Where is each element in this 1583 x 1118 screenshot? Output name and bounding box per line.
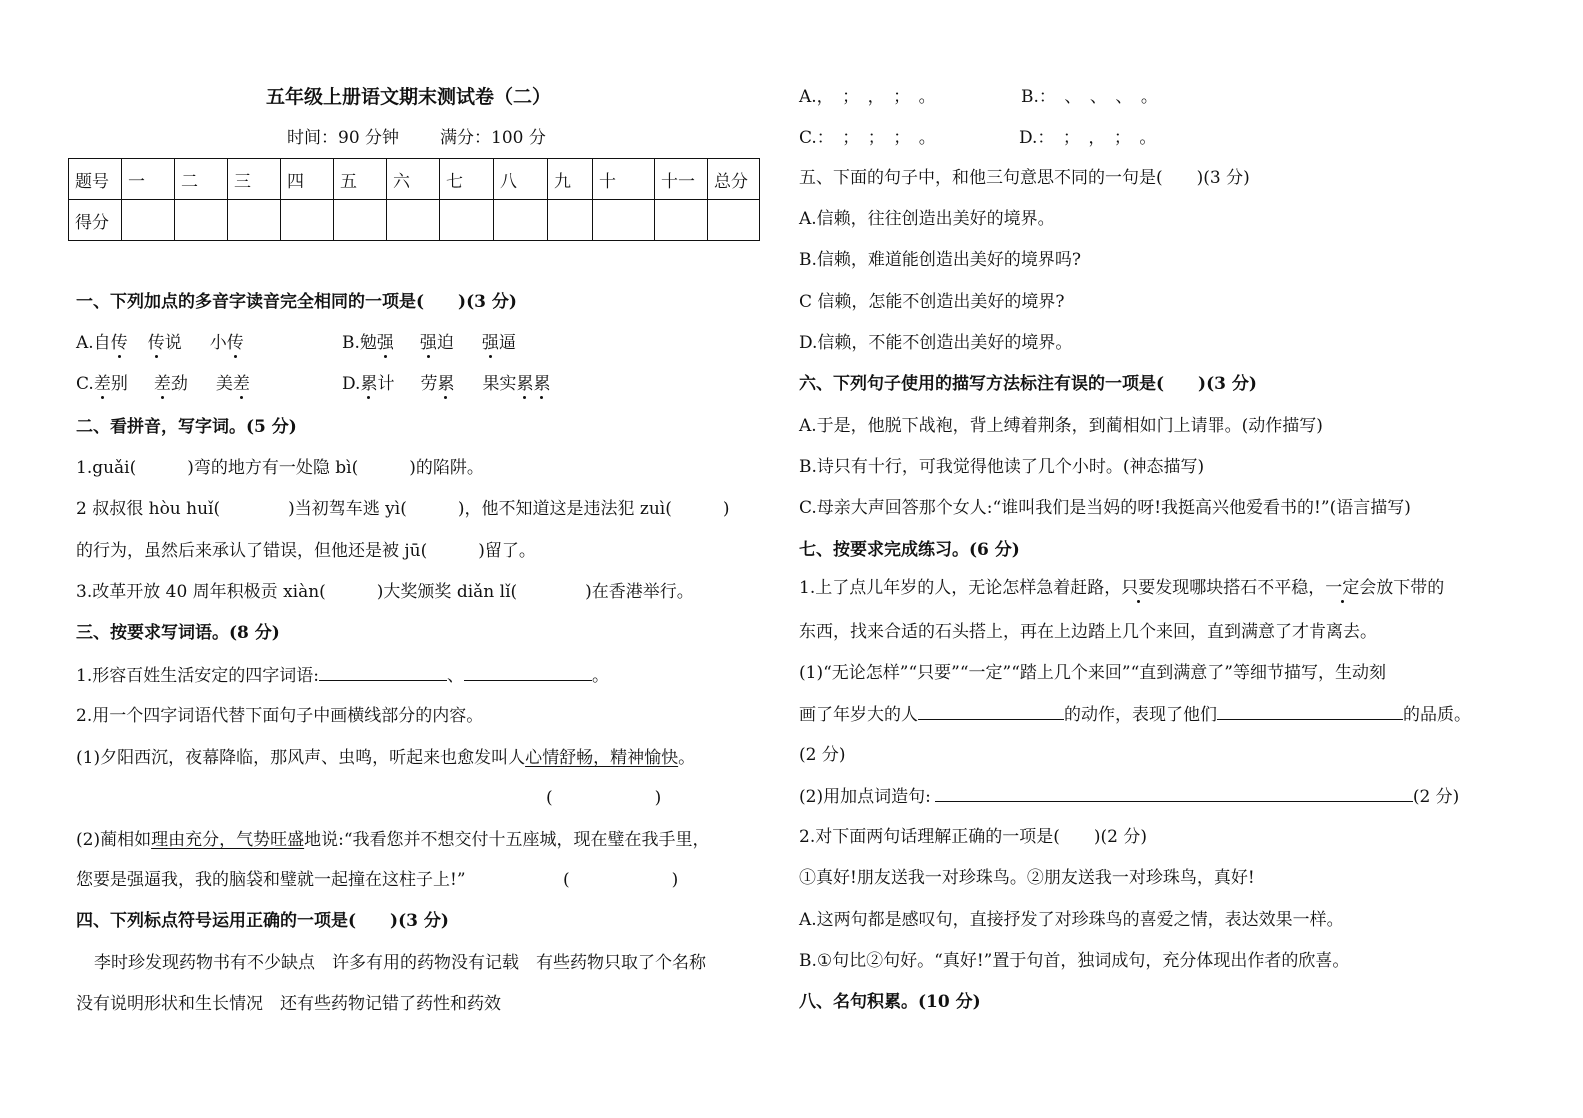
q7-passage-text: 发现哪块搭石不平稳，	[1155, 578, 1326, 598]
q1-a-dotted-char: 传	[110, 333, 128, 353]
score-input-cell[interactable]	[175, 200, 228, 241]
q1-d-dotted-char: 累	[437, 374, 455, 394]
q3-line-1-end: 。	[591, 666, 609, 686]
q2-line-4: 3.改革开放 40 周年积极贡 xiàn( )大奖颁奖 diǎn lǐ( )在香港举行。	[76, 582, 694, 602]
q3-s1-underlined: 心情舒畅，精神愉快	[525, 748, 679, 768]
q8-heading: 八、名句积累。(10 分)	[799, 992, 981, 1012]
score-header-cell: 三	[228, 159, 281, 200]
q3-s1-text: (1)夕阳西沉，夜幕降临，那风声、虫鸣，听起来也愈发叫人	[76, 748, 526, 768]
q5-option-b[interactable]: B.信赖，难道能创造出美好的境界吗?	[799, 250, 1082, 270]
score-header-cell: 五	[334, 159, 387, 200]
q1-d-text: D.	[342, 374, 361, 394]
q7-passage-text: 会放下带的	[1359, 578, 1445, 598]
score-input-cell[interactable]	[122, 200, 175, 241]
q5-option-a[interactable]: A.信赖，往往创造出美好的境界。	[799, 209, 1055, 229]
q4-option-b[interactable]: B.： 、 、 、 。	[1021, 87, 1158, 107]
q3-line-1-text: 1.形容百姓生活安定的四字词语:	[76, 666, 319, 686]
score-header-cell: 总分	[708, 159, 760, 200]
q1-c-dotted-char: 差	[232, 374, 250, 394]
q1-a-text: A.自	[76, 333, 111, 353]
q7-q2-option-a[interactable]: A.这两句都是感叹句，直接抒发了对珍珠鸟的喜爱之情，表达效果一样。	[799, 910, 1344, 930]
q3-sentence-2-line-2: 您要是强逼我，我的脑袋和璧就一起撞在这柱子上!”	[76, 870, 466, 890]
score-input-cell[interactable]	[387, 200, 440, 241]
q7-passage-line-2: 东西，找来合适的石头搭上，再在上边踏上几个来回，直到满意了才肯离去。	[799, 622, 1377, 642]
q1-option-c[interactable]	[76, 373, 250, 395]
score-input-cell[interactable]	[440, 200, 494, 241]
q1-d-dotted-char: 累	[533, 374, 551, 394]
q7-heading: 七、按要求完成练习。(6 分)	[799, 540, 1020, 560]
exam-time: 时间：90 分钟	[287, 128, 400, 148]
q4-option-d[interactable]: D.： ； ， ； 。	[1019, 128, 1157, 148]
exam-full-score: 满分：100 分	[440, 128, 546, 148]
q7-passage-text: 1.上了点儿年岁的人，无论怎样急着赶路，	[799, 578, 1122, 598]
q6-heading: 六、下列句子使用的描写方法标注有误的一项是( )(3 分)	[799, 374, 1257, 394]
q7-sub1-score: (2 分)	[799, 745, 846, 765]
q1-a-text: 小	[209, 333, 227, 353]
score-input-cell[interactable]	[548, 200, 593, 241]
q1-c-text: C.	[76, 374, 94, 394]
q7-sub1-line-1: (1)“无论怎样”“只要”“一定”“踏上几个来回”“直到满意了”等细节描写，生动刻	[799, 663, 1386, 683]
q1-c-dotted-char: 差	[93, 374, 111, 394]
score-input-cell[interactable]	[708, 200, 760, 241]
q7-q2-option-b[interactable]: B.①句比②句好。“真好!”置于句首，独词成句，充分体现出作者的欣喜。	[799, 951, 1350, 971]
score-header-cell: 一	[122, 159, 175, 200]
q3-s1-answer-paren[interactable]: ( )	[546, 788, 662, 808]
answer-blank[interactable]	[918, 703, 1064, 720]
q1-heading: 一、下列加点的多音字读音完全相同的一项是( )(3 分)	[76, 292, 517, 312]
score-input-cell[interactable]	[655, 200, 708, 241]
q5-heading: 五、下面的句子中，和他三句意思不同的一句是( )(3 分)	[799, 168, 1250, 188]
q3-s2-underlined: 理由充分，气势旺盛	[151, 830, 305, 850]
q6-option-c[interactable]: C.母亲大声回答那个女人:“谁叫我们是当妈的呀!我挺高兴他爱看书的!”(语言描写)	[799, 498, 1411, 518]
q1-d-dotted-char: 累	[360, 374, 378, 394]
q5-option-c[interactable]: C 信赖，怎能不创造出美好的境界?	[799, 292, 1065, 312]
q4-heading: 四、下列标点符号运用正确的一项是( )(3 分)	[76, 911, 449, 931]
score-header-cell: 八	[494, 159, 548, 200]
q7-sub1-line-2	[799, 703, 1471, 726]
q1-d-dotted-char: 累	[516, 374, 534, 394]
q3-sentence-1	[76, 747, 695, 769]
score-header-cell: 十	[593, 159, 655, 200]
score-input-cell[interactable]	[593, 200, 655, 241]
score-header-cell: 七	[440, 159, 494, 200]
score-input-cell[interactable]	[281, 200, 334, 241]
q1-b-dotted-char: 强	[419, 333, 437, 353]
q1-a-dotted-char: 传	[226, 333, 244, 353]
score-table-header-row	[69, 159, 760, 200]
q5-option-d[interactable]: D.信赖，不能不创造出美好的境界。	[799, 333, 1073, 353]
q1-c-text: 别	[110, 374, 128, 394]
q2-line-3: 的行为，虽然后来承认了错误，但他还是被 jū( )留了。	[76, 541, 536, 561]
q2-line-2: 2 叔叔很 hòu huǐ( )当初驾车逃 yì( )，他不知道这是违法犯 zuì( )	[76, 499, 730, 519]
q7-dotted-word: 只要	[1121, 578, 1156, 598]
q1-b-text: 逼	[498, 333, 516, 353]
score-header-cell: 六	[387, 159, 440, 200]
q3-s2-answer-paren[interactable]: ( )	[563, 870, 679, 890]
answer-blank[interactable]	[1217, 703, 1403, 720]
score-header-cell: 九	[548, 159, 593, 200]
score-input-cell[interactable]	[228, 200, 281, 241]
q1-b-text: 迫	[436, 333, 454, 353]
q6-option-b[interactable]: B.诗只有十行，可我觉得他读了几个小时。(神态描写)	[799, 457, 1205, 477]
q1-a-dotted-char: 传	[147, 333, 165, 353]
score-header-cell: 题号	[69, 159, 122, 200]
q1-d-text: 劳	[420, 374, 438, 394]
answer-blank[interactable]	[319, 664, 447, 681]
q3-line-1	[76, 664, 609, 687]
q7-passage-line-1	[799, 577, 1444, 599]
answer-blank[interactable]	[464, 664, 592, 681]
score-header-cell: 十一	[655, 159, 708, 200]
score-input-cell[interactable]	[494, 200, 548, 241]
exam-title: 五年级上册语文期末测试卷（二）	[266, 86, 552, 108]
q4-passage-line-2: 没有说明形状和生长情况 还有些药物记错了药性和药效	[76, 994, 501, 1014]
q3-s1-end: 。	[678, 748, 696, 768]
score-table	[68, 158, 760, 241]
q2-heading: 二、看拼音，写字词。(5 分)	[76, 417, 297, 437]
q7-dotted-word: 一定	[1325, 578, 1360, 598]
q1-d-text: 计	[377, 374, 395, 394]
score-row-label: 得分	[69, 200, 122, 241]
q1-option-d[interactable]	[342, 373, 550, 395]
q2-line-1: 1.guǎi( )弯的地方有一处隐 bì( )的陷阱。	[76, 458, 484, 478]
q7-sub2-text: (2)用加点词造句:	[799, 787, 931, 807]
score-table-score-row	[69, 200, 760, 241]
q1-b-dotted-char: 强	[376, 333, 394, 353]
q7-sub1-text: 的品质。	[1403, 705, 1471, 725]
q1-option-a[interactable]	[76, 332, 244, 354]
q3-s2-text: 地说:“我看您并不想交付十五座城，现在璧在我手里，	[304, 830, 710, 850]
q3-sentence-2	[76, 829, 710, 851]
score-header-cell: 四	[281, 159, 334, 200]
q7-sub1-text: 画了年岁大的人	[799, 705, 918, 725]
score-input-cell[interactable]	[334, 200, 387, 241]
q1-c-text: 美	[215, 374, 233, 394]
q4-option-a[interactable]: A.， ； ， ； 。	[799, 87, 936, 107]
q7-q2-sentences: ①真好!朋友送我一对珍珠鸟。②朋友送我一对珍珠鸟，真好!	[799, 868, 1255, 888]
q1-d-text: 果实	[482, 374, 517, 394]
q4-option-c[interactable]: C.： ； ； ； 。	[799, 128, 936, 148]
q1-c-dotted-char: 差	[153, 374, 171, 394]
q1-b-text: B.勉	[342, 333, 377, 353]
q3-heading: 三、按要求写词语。(8 分)	[76, 623, 280, 643]
q3-line-1-sep: 、	[446, 666, 464, 686]
q6-option-a[interactable]: A.于是，他脱下战袍，背上缚着荆条，到蔺相如门上请罪。(动作描写)	[799, 416, 1323, 436]
q1-b-dotted-char: 强	[481, 333, 499, 353]
answer-blank[interactable]	[935, 785, 1413, 802]
q3-s2-text: (2)蔺相如	[76, 830, 152, 850]
score-header-cell: 二	[175, 159, 228, 200]
q3-line-2: 2.用一个四字词语代替下面句子中画横线部分的内容。	[76, 706, 484, 726]
q7-sub2	[799, 785, 1459, 808]
q1-c-text: 劲	[170, 374, 188, 394]
q7-sub2-score: (2 分)	[1412, 787, 1460, 807]
q7-q2-heading: 2.对下面两句话理解正确的一项是( )(2 分)	[799, 827, 1147, 847]
q1-a-text: 说	[164, 333, 182, 353]
q7-sub1-text: 的动作，表现了他们	[1064, 705, 1217, 725]
q1-option-b[interactable]	[342, 332, 516, 354]
q4-passage-line-1: 李时珍发现药物书有不少缺点 许多有用的药物没有记载 有些药物只取了个名称	[94, 953, 706, 973]
